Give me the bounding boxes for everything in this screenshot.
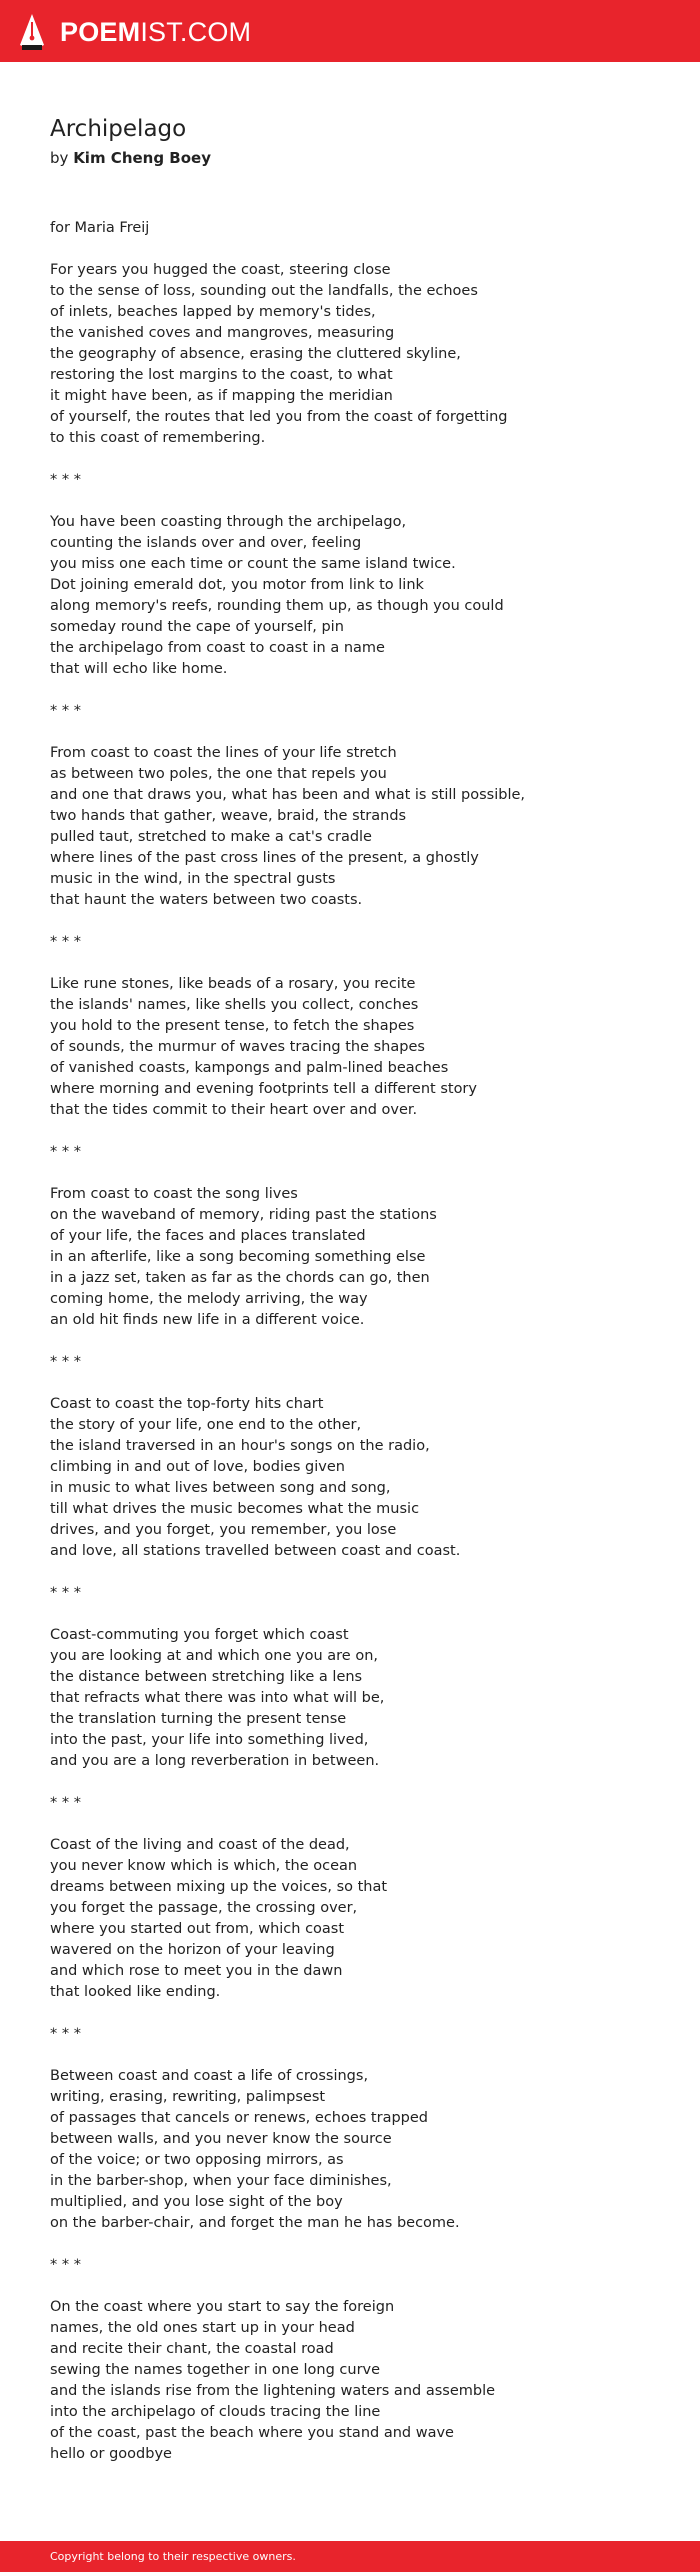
poem-line: on the barber-chair, and forget the man he has become. bbox=[50, 2215, 460, 2231]
poem-line: multiplied, and you lose sight of the boy bbox=[50, 2194, 343, 2210]
poem-line: that the tides commit to their heart over and over. bbox=[50, 1102, 418, 1118]
poem-line: climbing in and out of love, bodies given bbox=[50, 1459, 345, 1475]
poem-line: an old hit finds new life in a different voice. bbox=[50, 1312, 365, 1328]
poem-line: drives, and you forget, you remember, you lose bbox=[50, 1522, 397, 1538]
poem-line: Coast to coast the top-forty hits chart bbox=[50, 1396, 324, 1412]
poem-line: and love, all stations travelled between coast and coast. bbox=[50, 1543, 461, 1559]
poem-line: on the waveband of memory, riding past the stations bbox=[50, 1207, 437, 1223]
site-header bbox=[0, 0, 700, 62]
poem-line: in a jazz set, taken as far as the chords can go, then bbox=[50, 1270, 430, 1286]
poem-line: where you started out from, which coast bbox=[50, 1921, 345, 1937]
poem-line: as between two poles, the one that repels you bbox=[50, 766, 387, 782]
poem-line: into the past, your life into something lived, bbox=[50, 1732, 369, 1748]
poem-line: the island traversed in an hour's songs on the radio, bbox=[50, 1438, 430, 1454]
stanza-gap bbox=[50, 1772, 670, 1793]
poem-line: and you are a long reverberation in between. bbox=[50, 1753, 380, 1769]
poem-line: of passages that cancels or renews, echoes trapped bbox=[50, 2110, 428, 2126]
poem-line: in the barber-shop, when your face diminishes, bbox=[50, 2173, 392, 2189]
poem-line: and which rose to meet you in the dawn bbox=[50, 1963, 343, 1979]
poem-line: and one that draws you, what has been and what is still possible, bbox=[50, 787, 526, 803]
stanza-separator: * * * bbox=[50, 2026, 81, 2042]
stanza-gap bbox=[50, 722, 670, 743]
poem-line: that will echo like home. bbox=[50, 661, 228, 677]
poem-line: and the islands rise from the lightening waters and assemble bbox=[50, 2383, 496, 2399]
poem-line: music in the wind, in the spectral gusts bbox=[50, 871, 336, 887]
stanza-separator: * * * bbox=[50, 472, 81, 488]
poem-line: names, the old ones start up in your head bbox=[50, 2320, 355, 2336]
poem-line: that looked like ending. bbox=[50, 1984, 221, 2000]
poem-line: someday round the cape of yourself, pin bbox=[50, 619, 344, 635]
poem-line: where morning and evening footprints tell a different story bbox=[50, 1081, 477, 1097]
stanza-gap bbox=[50, 2276, 670, 2297]
poem-line: the vanished coves and mangroves, measuring bbox=[50, 325, 395, 341]
poem-line: you never know which is which, the ocean bbox=[50, 1858, 358, 1874]
poem-line: pulled taut, stretched to make a cat's cradle bbox=[50, 829, 372, 845]
poem-line: You have been coasting through the archipelago, bbox=[50, 514, 407, 530]
poem-line: of vanished coasts, kampongs and palm-lined beaches bbox=[50, 1060, 449, 1076]
poem-line: Between coast and coast a life of crossings, bbox=[50, 2068, 369, 2084]
poem-dedication: for Maria Freij bbox=[50, 220, 150, 236]
stanza-separator: * * * bbox=[50, 1144, 81, 1160]
poem-line: into the archipelago of clouds tracing the line bbox=[50, 2404, 381, 2420]
stanza-separator: * * * bbox=[50, 1585, 81, 1601]
poem-line: hello or goodbye bbox=[50, 2446, 172, 2462]
stanza-gap bbox=[50, 1163, 670, 1184]
poem-line: Dot joining emerald dot, you motor from link to link bbox=[50, 577, 424, 593]
author-name[interactable]: Kim Cheng Boey bbox=[73, 149, 211, 167]
stanza-gap bbox=[50, 1604, 670, 1625]
poem-line: of the voice; or two opposing mirrors, as bbox=[50, 2152, 344, 2168]
pen-nib-icon bbox=[18, 13, 46, 51]
poem-line: Coast-commuting you forget which coast bbox=[50, 1627, 349, 1643]
stanza-separator: * * * bbox=[50, 1354, 81, 1370]
stanza-gap bbox=[50, 1814, 670, 1835]
poem-line: writing, erasing, rewriting, palimpsest bbox=[50, 2089, 326, 2105]
poem-line: to the sense of loss, sounding out the landfalls, the echoes bbox=[50, 283, 478, 299]
stanza-separator: * * * bbox=[50, 1795, 81, 1811]
site-name bbox=[60, 16, 252, 47]
poem-line: in music to what lives between song and song, bbox=[50, 1480, 391, 1496]
site-footer bbox=[0, 2541, 700, 2572]
stanza-gap bbox=[50, 1562, 670, 1583]
poem-line: the distance between stretching like a lens bbox=[50, 1669, 363, 1685]
poem-line: to this coast of remembering. bbox=[50, 430, 266, 446]
poem-line: the archipelago from coast to coast in a name bbox=[50, 640, 385, 656]
poem-line: of inlets, beaches lapped by memory's tides, bbox=[50, 304, 376, 320]
poem-line: and recite their chant, the coastal road bbox=[50, 2341, 334, 2357]
poem-line: of the coast, past the beach where you stand and wave bbox=[50, 2425, 454, 2441]
stanza-gap bbox=[50, 1121, 670, 1142]
poem-line: From coast to coast the lines of your life stretch bbox=[50, 745, 397, 761]
poem-line: in an afterlife, like a song becoming something else bbox=[50, 1249, 426, 1265]
site-logo[interactable] bbox=[18, 13, 251, 51]
stanza-gap bbox=[50, 2234, 670, 2255]
stanza-gap bbox=[50, 1373, 670, 1394]
poem-line: that haunt the waters between two coasts. bbox=[50, 892, 363, 908]
poem-line: of your life, the faces and places translated bbox=[50, 1228, 366, 1244]
stanza-gap bbox=[50, 2003, 670, 2024]
poem-line: restoring the lost margins to the coast, to what bbox=[50, 367, 393, 383]
poem-line: Coast of the living and coast of the dead, bbox=[50, 1837, 350, 1853]
poem-line: From coast to coast the song lives bbox=[50, 1186, 298, 1202]
stanza-gap bbox=[50, 2045, 670, 2066]
poem-line: Like rune stones, like beads of a rosary, you recite bbox=[50, 976, 416, 992]
poem-line: along memory's reefs, rounding them up, as though you could bbox=[50, 598, 504, 614]
poem-line: On the coast where you start to say the foreign bbox=[50, 2299, 395, 2315]
poem-line: of sounds, the murmur of waves tracing the shapes bbox=[50, 1039, 425, 1055]
by-label: by bbox=[50, 149, 69, 167]
site-name-thin: IST.COM bbox=[140, 16, 252, 47]
poem-line: of yourself, the routes that led you from the coast of forgetting bbox=[50, 409, 508, 425]
poem-line: two hands that gather, weave, braid, the strands bbox=[50, 808, 407, 824]
stanza-gap bbox=[50, 1331, 670, 1352]
poem-line: till what drives the music becomes what the music bbox=[50, 1501, 420, 1517]
poem-line: wavered on the horizon of your leaving bbox=[50, 1942, 335, 1958]
byline bbox=[50, 149, 211, 169]
copyright-notice: Copyright belong to their respective owners. bbox=[50, 2550, 296, 2563]
poem-line: the geography of absence, erasing the cluttered skyline, bbox=[50, 346, 461, 362]
stanza-gap bbox=[50, 680, 670, 701]
poem-line: coming home, the melody arriving, the way bbox=[50, 1291, 368, 1307]
poem-line: For years you hugged the coast, steering close bbox=[50, 262, 391, 278]
poem-line: the story of your life, one end to the other, bbox=[50, 1417, 362, 1433]
stanza-separator: * * * bbox=[50, 2257, 81, 2273]
poem-line: where lines of the past cross lines of the present, a ghostly bbox=[50, 850, 479, 866]
poem-line: you are looking at and which one you are on, bbox=[50, 1648, 378, 1664]
stanza-gap bbox=[50, 239, 670, 260]
stanza-gap bbox=[50, 953, 670, 974]
stanza-gap bbox=[50, 491, 670, 512]
stanza-separator: * * * bbox=[50, 703, 81, 719]
poem-line: sewing the names together in one long curve bbox=[50, 2362, 381, 2378]
stanza-gap bbox=[50, 911, 670, 932]
poem-line: you forget the passage, the crossing over, bbox=[50, 1900, 358, 1916]
poem-line: it might have been, as if mapping the meridian bbox=[50, 388, 393, 404]
poem-title: Archipelago bbox=[50, 116, 187, 142]
stanza-separator: * * * bbox=[50, 934, 81, 950]
poem-line: you miss one each time or count the same island twice. bbox=[50, 556, 456, 572]
poem-line: the translation turning the present tense bbox=[50, 1711, 347, 1727]
site-name-bold: POEM bbox=[60, 16, 141, 47]
stanza-gap bbox=[50, 449, 670, 470]
poem-line: dreams between mixing up the voices, so that bbox=[50, 1879, 388, 1895]
poem-line: that refracts what there was into what will be, bbox=[50, 1690, 385, 1706]
poem-body bbox=[50, 218, 670, 2465]
poem-line: you hold to the present tense, to fetch the shapes bbox=[50, 1018, 415, 1034]
poem-line: the islands' names, like shells you collect, conches bbox=[50, 997, 419, 1013]
poem-line: counting the islands over and over, feeling bbox=[50, 535, 362, 551]
poem-line: between walls, and you never know the source bbox=[50, 2131, 392, 2147]
